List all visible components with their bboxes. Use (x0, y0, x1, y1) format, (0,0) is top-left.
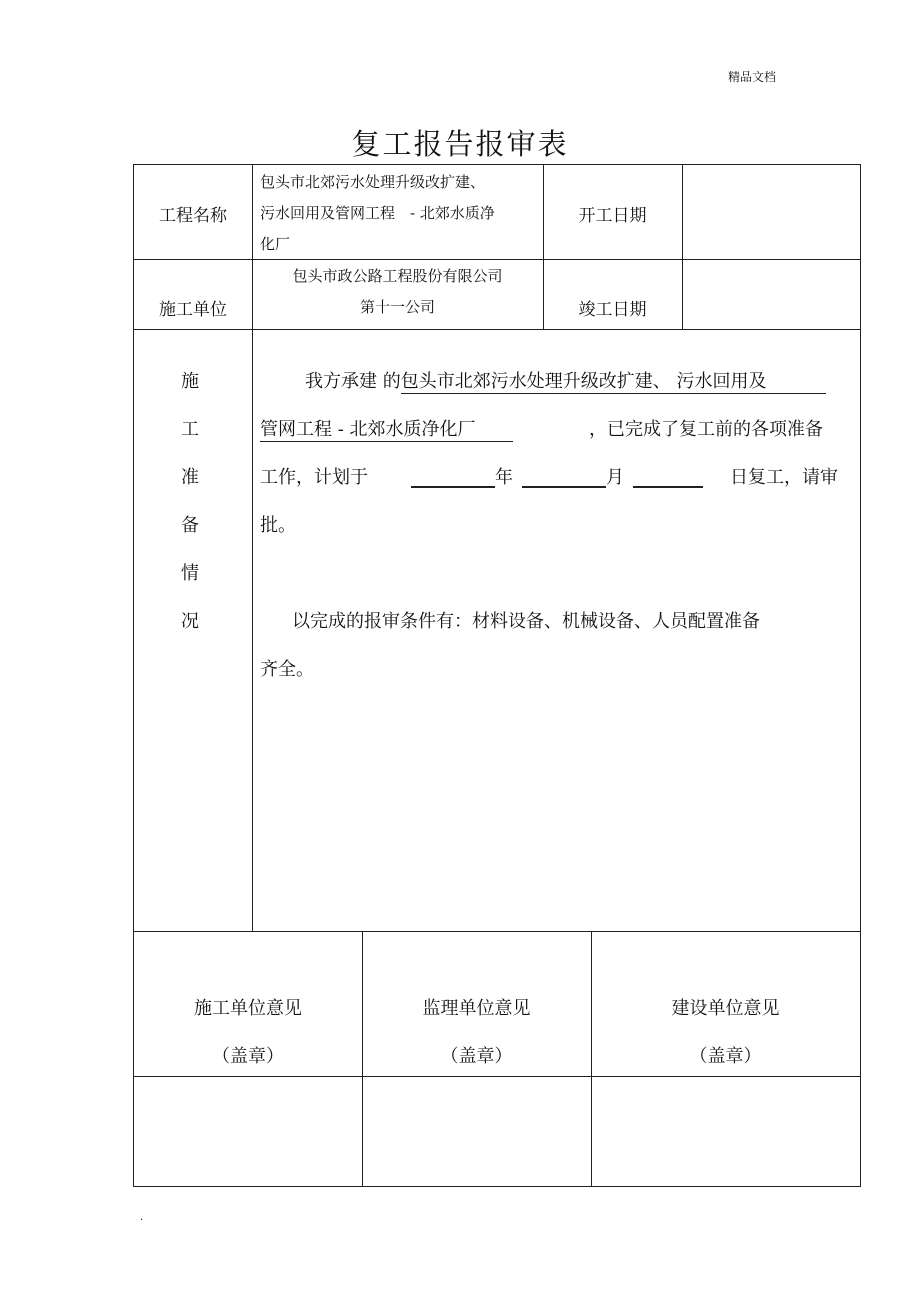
contractor-seal-label: （盖章） (212, 1046, 284, 1067)
contractor-signature-area[interactable] (134, 1077, 362, 1187)
prep-para1-prefix: 我方承建 的 (305, 371, 401, 392)
label-completion-date: 竣工日期 (578, 300, 647, 320)
prep-para1-line2 (260, 415, 513, 442)
project-name-line: 化厂 (260, 235, 291, 253)
day-label: 日复工，请审 (730, 467, 838, 488)
project-name-line: 包头市北郊污水处理升级改扩建、 (260, 173, 486, 191)
contractor-opinion-title: 施工单位意见 (194, 998, 302, 1019)
construction-unit-value (252, 261, 543, 323)
prep-para1-end: 批。 (260, 515, 296, 536)
label-construction-unit: 施工单位 (159, 300, 227, 320)
prep-para1-line2-rest: ，已完成了复工前的各项准备 (589, 419, 823, 440)
supervisor-opinion-title: 监理单位意见 (422, 998, 531, 1019)
project-name-underlined: 包头市北郊污水处理升级改扩建、 污水回用及 (401, 367, 826, 394)
year-label: 年 (495, 467, 513, 488)
prep-para2-line1: 以完成的报审条件有：材料设备、机械设备、人员配置准备 (292, 611, 760, 632)
prep-label-char: 准 (181, 467, 199, 488)
form-table (133, 164, 861, 1187)
col-divider-right (682, 165, 683, 329)
month-blank[interactable] (522, 468, 606, 488)
year-blank[interactable] (411, 468, 495, 488)
prep-label-char: 情 (181, 563, 199, 584)
supervisor-seal-label: （盖章） (440, 1046, 513, 1067)
form-title: 复工报告报审表 (351, 127, 569, 161)
project-name-underlined-2: 管网工程 - 北郊水质净化厂 (260, 415, 513, 442)
prep-label-char: 况 (181, 611, 199, 632)
prep-para2-line2: 齐全。 (260, 659, 314, 680)
prep-para1-line3: 工作，计划于 (260, 467, 368, 488)
header-note: 精品文档 (728, 70, 777, 84)
supervisor-signature-area[interactable] (363, 1077, 591, 1187)
owner-signature-area[interactable] (592, 1077, 860, 1187)
prep-label-char: 施 (181, 371, 199, 392)
project-name-value (260, 167, 540, 260)
prep-label-char: 备 (181, 515, 199, 536)
owner-seal-label: （盖章） (689, 1046, 762, 1067)
row-divider-3 (134, 931, 860, 932)
owner-opinion-title: 建设单位意见 (671, 998, 780, 1019)
construction-unit-line: 第十一公司 (359, 298, 435, 316)
label-start-date: 开工日期 (578, 206, 647, 226)
project-name-line: 污水回用及管网工程 - 北郊水质净 (260, 204, 495, 222)
construction-unit-line: 包头市政公路工程股份有限公司 (292, 267, 503, 285)
month-label: 月 (606, 467, 624, 488)
prep-para1-line1 (305, 367, 826, 394)
row-divider-2 (134, 329, 860, 330)
label-project-name: 工程名称 (159, 206, 227, 226)
footer-mark: . (140, 1212, 144, 1223)
prep-label-char: 工 (181, 419, 199, 440)
day-blank[interactable] (633, 468, 703, 488)
